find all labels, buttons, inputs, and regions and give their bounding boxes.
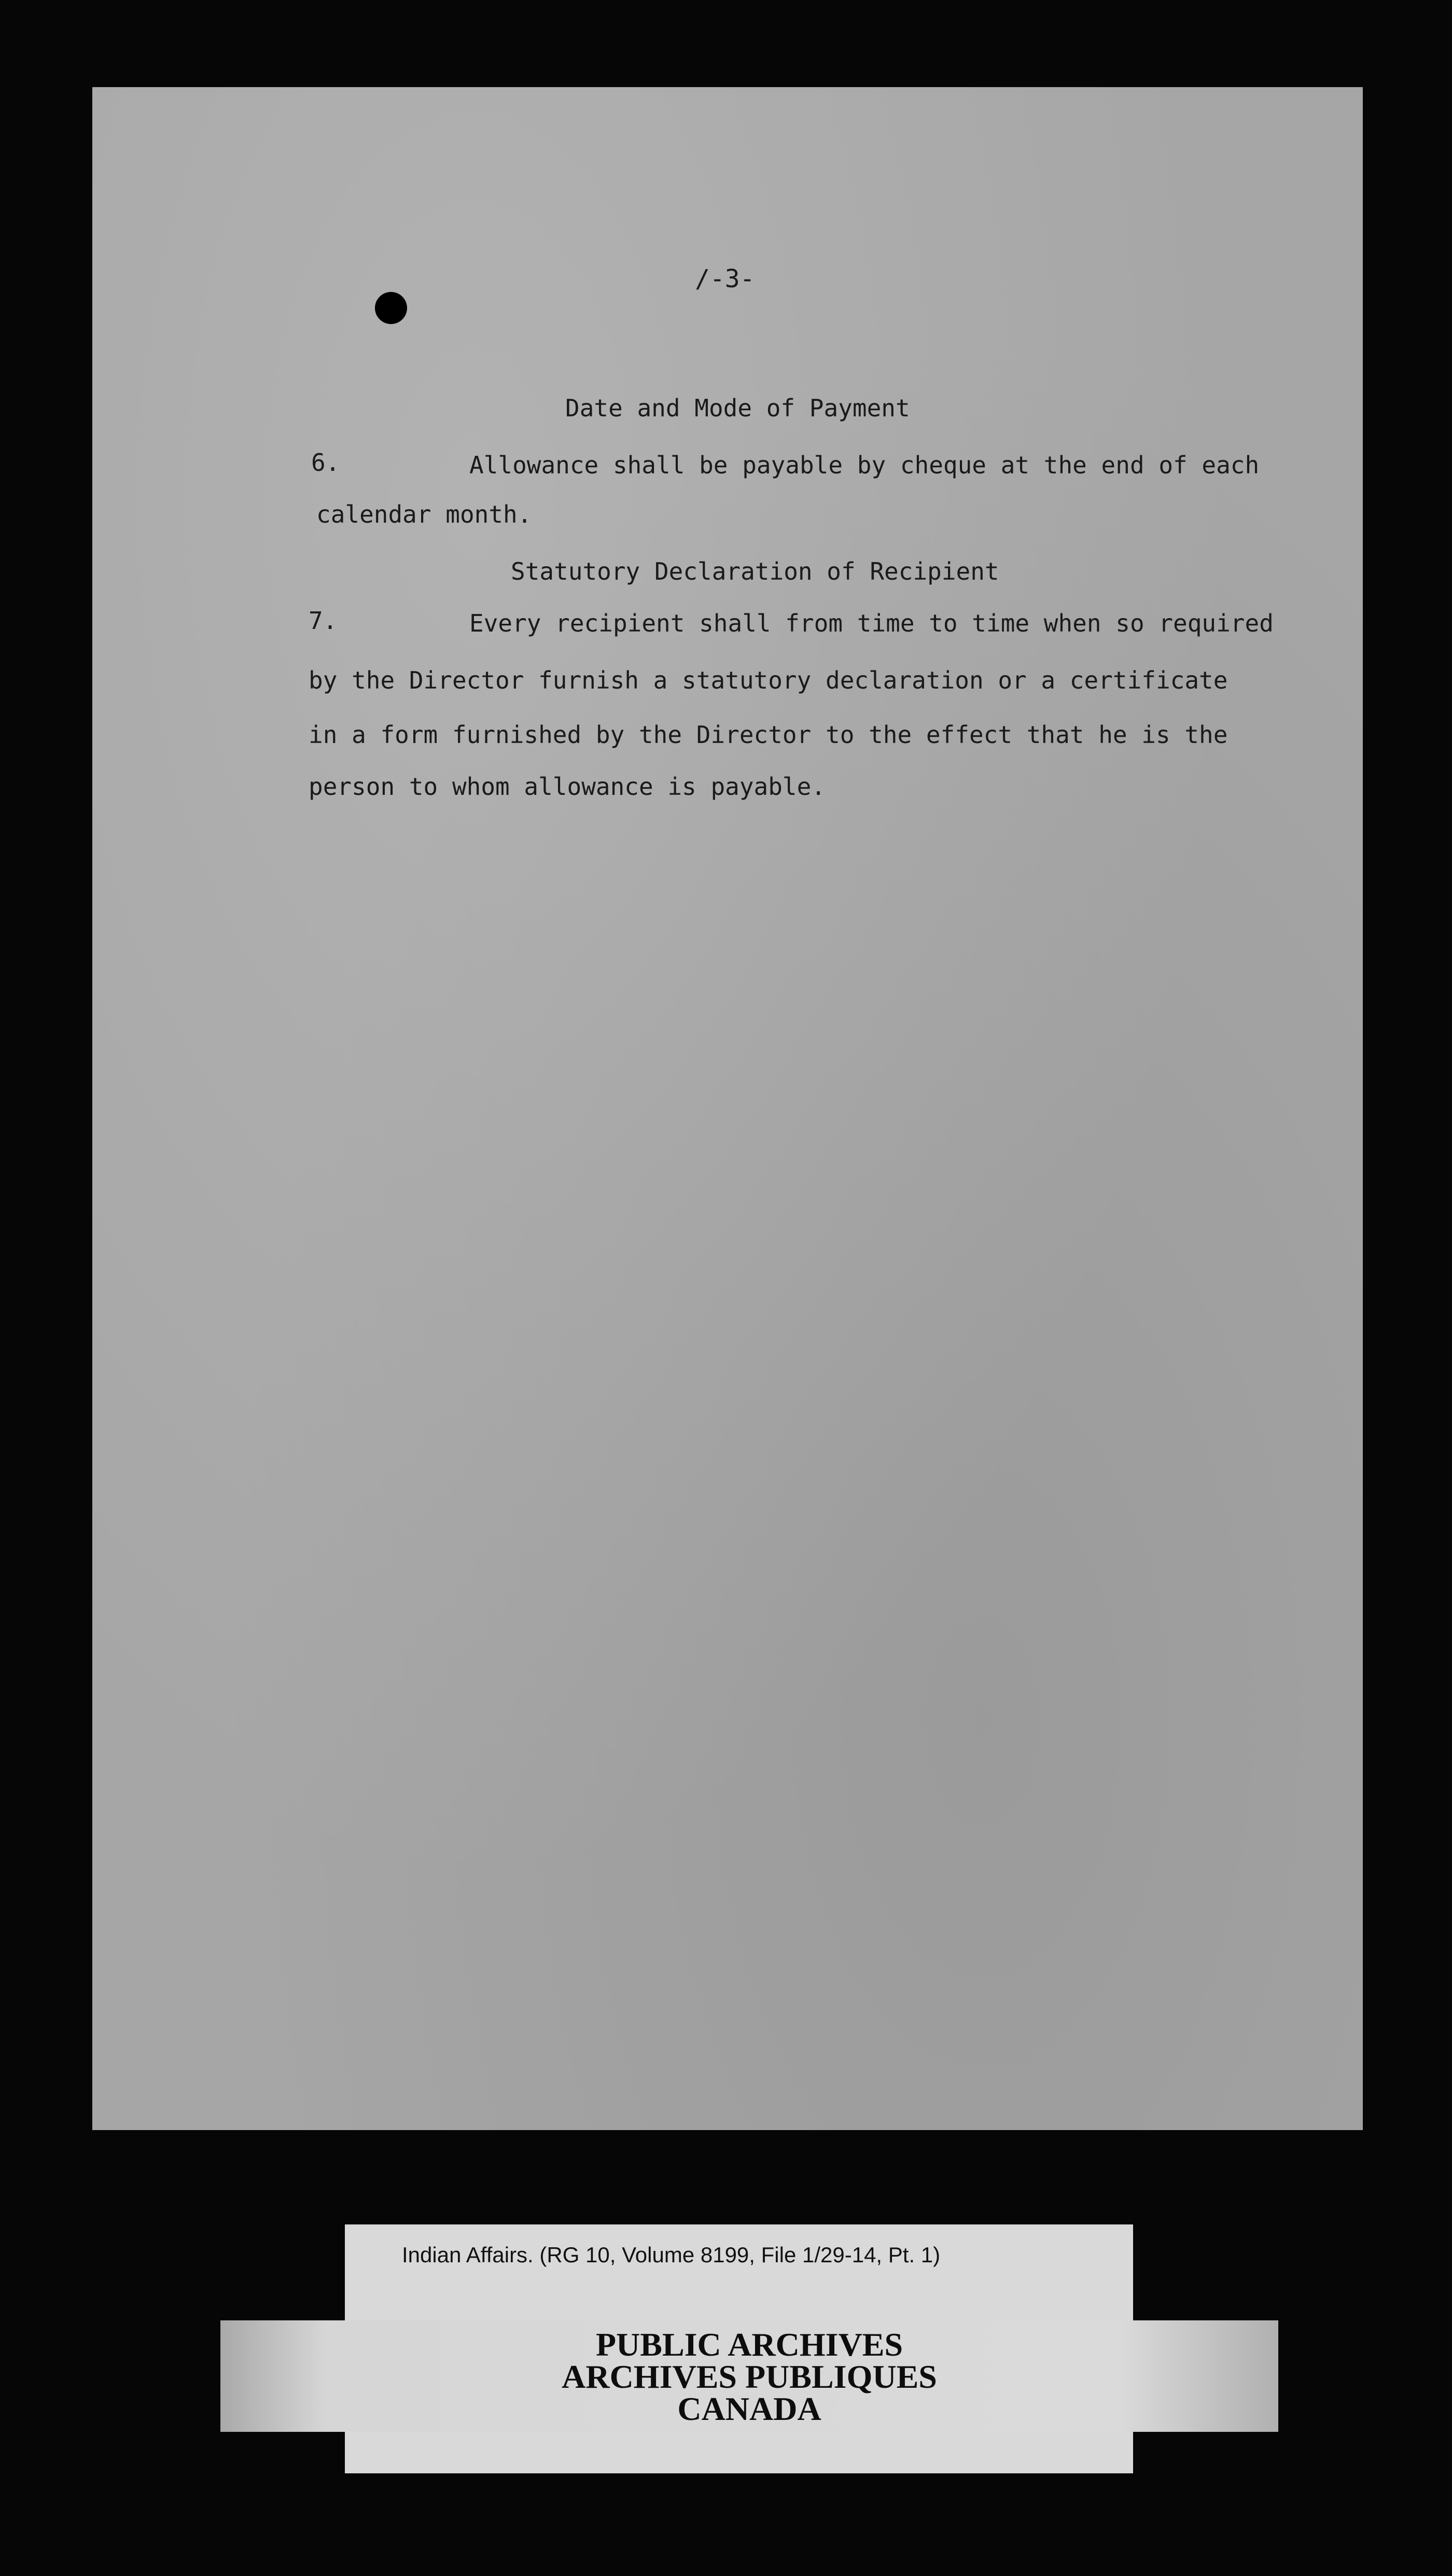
archives-stamp <box>220 2320 1278 2432</box>
paragraph-7-line-4: person to whom allowance is payable. <box>309 773 826 801</box>
stamp-line-3: CANADA <box>677 2390 821 2427</box>
paragraph-7-line-2: by the Director furnish a statutory declaration or a certificate <box>309 666 1228 694</box>
page-number: /-3- <box>695 264 755 293</box>
paragraph-number-6: 6. <box>311 449 340 477</box>
punch-hole <box>375 292 407 324</box>
stamp-line-2: ARCHIVES PUBLIQUES <box>562 2358 937 2395</box>
paragraph-6-line-1: Allowance shall be payable by cheque at the end of each <box>469 451 1260 479</box>
stamp-line-1: PUBLIC ARCHIVES <box>595 2326 903 2363</box>
section-heading-declaration: Statutory Declaration of Recipient <box>511 557 999 585</box>
typed-page <box>92 87 1363 2130</box>
paragraph-6-line-2: calendar month. <box>316 500 532 528</box>
section-heading-payment: Date and Mode of Payment <box>565 394 910 422</box>
archive-reference: Indian Affairs. (RG 10, Volume 8199, File 1/29-14, Pt. 1) <box>402 2243 941 2267</box>
paragraph-7-line-3: in a form furnished by the Director to the effect that he is the <box>309 721 1228 749</box>
paragraph-7-line-1: Every recipient shall from time to time when so required <box>469 609 1274 637</box>
paragraph-number-7: 7. <box>309 607 338 635</box>
